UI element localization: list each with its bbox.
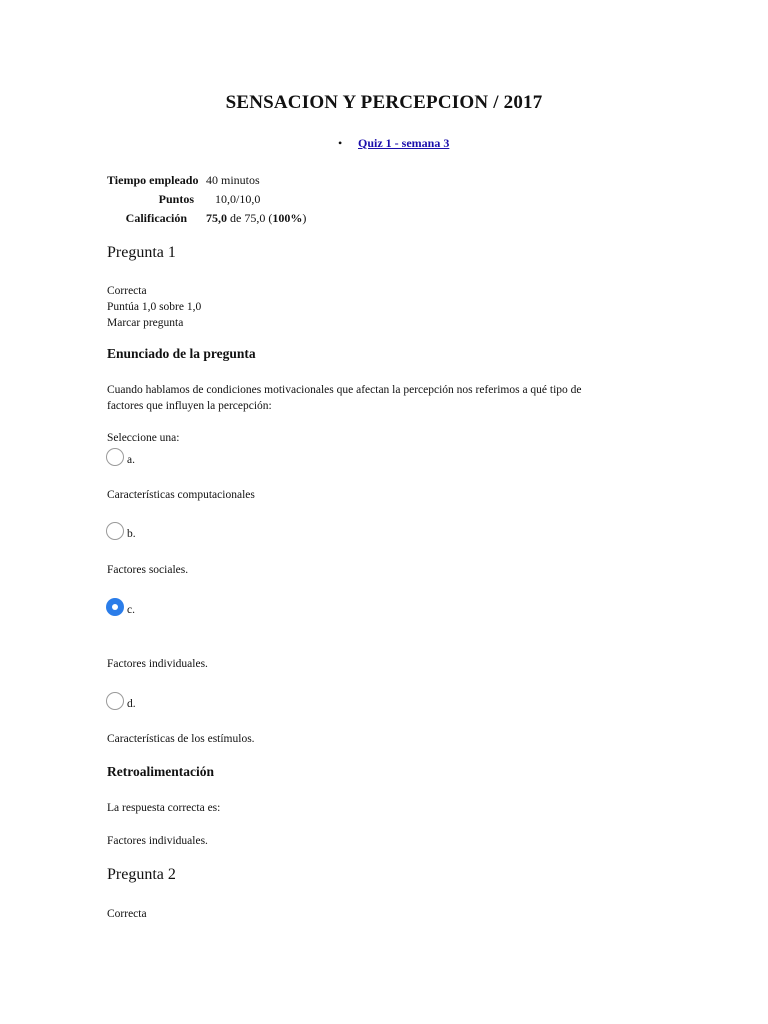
radio-button-d[interactable]	[106, 692, 124, 710]
bullet-icon: •	[338, 136, 343, 150]
feedback-answer: Factores individuales.	[107, 835, 208, 847]
summary-points-row	[107, 190, 306, 209]
points-value: 10,0/10,0	[215, 192, 261, 206]
question-statement-line-1: Cuando hablamos de condiciones motivacionales que afectan la percepción nos referimos a qué tipo de	[107, 384, 582, 396]
grade-percent: 100%	[272, 211, 303, 225]
option-letter: c.	[127, 604, 135, 616]
option-text-c: Factores individuales.	[107, 658, 208, 670]
points-label: Puntos	[158, 192, 194, 206]
grade-close: )	[302, 211, 307, 225]
grade-value	[206, 211, 306, 225]
question-2-heading: Pregunta 2	[107, 866, 176, 883]
question-1-info	[107, 283, 201, 331]
question-1-heading: Pregunta 1	[107, 244, 176, 261]
feedback-intro: La respuesta correcta es:	[107, 802, 221, 814]
breadcrumb	[338, 136, 449, 151]
option-letter: d.	[127, 698, 136, 710]
option-letter: a.	[127, 454, 135, 466]
radio-button-c-selected[interactable]	[106, 598, 124, 616]
answer-option-c[interactable]	[106, 598, 135, 616]
option-letter: b.	[127, 528, 136, 540]
answer-option-d[interactable]	[106, 692, 136, 710]
question-2-status: Correcta	[107, 908, 147, 920]
option-text-a: Características computacionales	[107, 489, 255, 501]
time-value: 40 minutos	[206, 173, 260, 187]
option-text-b: Factores sociales.	[107, 564, 189, 576]
radio-button-b[interactable]	[106, 522, 124, 540]
answer-option-b[interactable]	[106, 522, 136, 540]
select-prompt: Seleccione una:	[107, 432, 180, 444]
grade-label: Calificación	[125, 211, 187, 225]
attempt-summary	[107, 171, 306, 228]
time-label: Tiempo empleado	[107, 173, 199, 187]
question-statement-line-2: factores que influyen la percepción:	[107, 400, 272, 412]
answer-option-a[interactable]	[106, 448, 135, 466]
grade-of: de 75,0 (	[230, 211, 273, 225]
question-statement	[107, 382, 582, 414]
page-title: SENSACION Y PERCEPCION / 2017	[225, 92, 543, 113]
radio-button-a[interactable]	[106, 448, 124, 466]
option-text-d: Características de los estímulos.	[107, 733, 255, 745]
question-status: Correcta	[107, 285, 147, 297]
question-statement-heading: Enunciado de la pregunta	[107, 346, 256, 361]
summary-time-row	[107, 171, 306, 190]
flag-question-link[interactable]: Marcar pregunta	[107, 317, 184, 329]
feedback-heading: Retroalimentación	[107, 764, 214, 779]
summary-grade-row	[107, 209, 306, 228]
grade-score: 75,0	[206, 211, 227, 225]
quiz-link[interactable]: Quiz 1 - semana 3	[358, 136, 450, 150]
question-score: Puntúa 1,0 sobre 1,0	[107, 301, 202, 313]
